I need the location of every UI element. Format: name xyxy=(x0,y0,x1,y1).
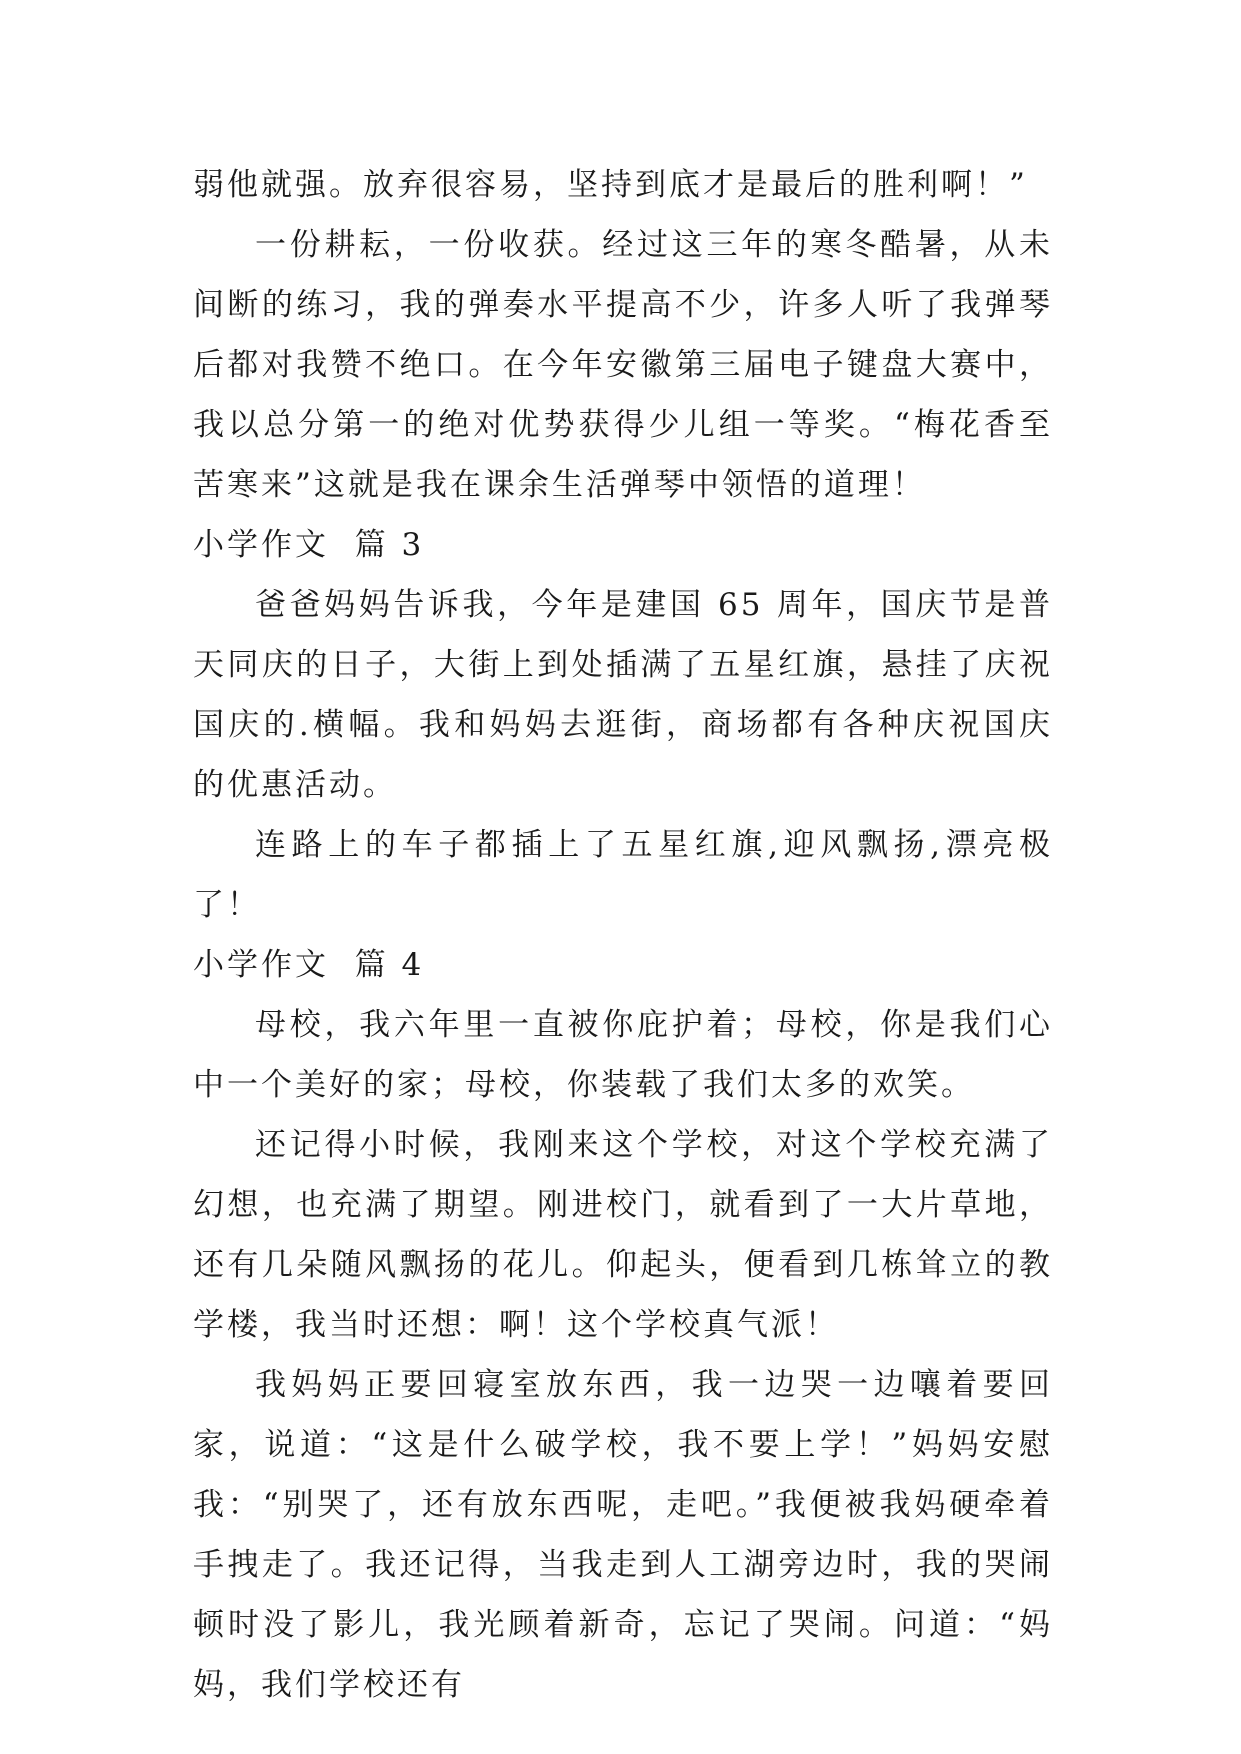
paragraph: 连路上的车子都插上了五星红旗,迎风飘扬,漂亮极了！ xyxy=(193,827,1053,923)
paragraph: 弱他就强。放弃很容易，坚持到底才是最后的胜利啊！” xyxy=(193,167,1028,203)
paragraph: 爸爸妈妈告诉我，今年是建国 65 周年，国庆节是普天同庆的日子，大街上到处插满了五星红旗，悬挂了庆祝国庆的.横幅。我和妈妈去逛街，商场都有各种庆祝国庆的优惠活动。 xyxy=(193,587,1053,803)
paragraph: 我妈妈正要回寝室放东西，我一边哭一边嚷着要回家，说道：“这是什么破学校，我不要上学！”妈妈安慰我：“别哭了，还有放东西呢，走吧。”我便被我妈硬牵着手拽走了。我还记得，当我走到人工湖旁边时，我的哭闹顿时没了影儿，我光顾着新奇，忘记了哭闹。问道：“妈妈，我们学校还有 xyxy=(193,1367,1053,1703)
paragraph: 母校，我六年里一直被你庇护着；母校，你是我们心中一个美好的家；母校，你装载了我们太多的欢笑。 xyxy=(193,1007,1053,1103)
paragraph: 一份耕耘，一份收获。经过这三年的寒冬酷暑，从未间断的练习，我的弹奏水平提高不少，许多人听了我弹琴后都对我赞不绝口。在今年安徽第三届电子键盘大赛中，我以总分第一的绝对优势获得少儿组一等奖。“梅花香至苦寒来”这就是我在课余生活弹琴中领悟的道理！ xyxy=(193,227,1053,503)
section-heading: 小学作文 篇 3 xyxy=(193,527,425,563)
section-heading: 小学作文 篇 4 xyxy=(193,947,425,983)
paragraph: 还记得小时候，我刚来这个学校，对这个学校充满了幻想，也充满了期望。刚进校门，就看到了一大片草地，还有几朵随风飘扬的花儿。仰起头，便看到几栋耸立的教学楼，我当时还想：啊！这个学校真气派！ xyxy=(193,1127,1053,1343)
document-body xyxy=(193,155,1053,1715)
